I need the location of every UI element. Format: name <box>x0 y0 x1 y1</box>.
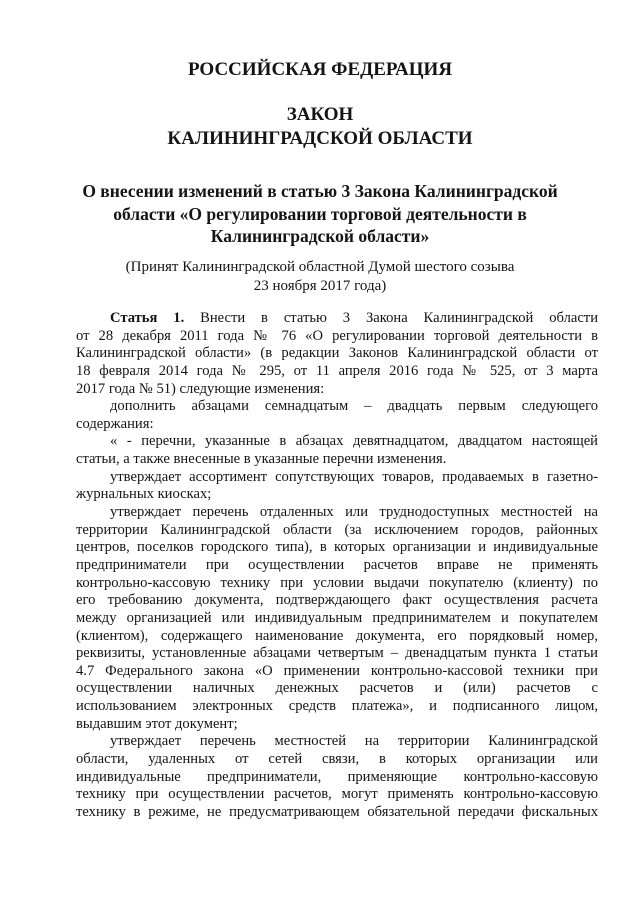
article-line: между организацией или индивидуальным предпринимателем и покупателем <box>76 609 598 626</box>
article-line: его требованию документа, подтверждающего факт осуществления расчета <box>76 592 598 609</box>
article-line: центров, поселков городского типа), в которых организации и индивидуальные <box>76 539 598 556</box>
article-line: Статья 1. Внести в статью 3 Закона Калининградской области <box>110 310 598 326</box>
subject-line-3: Калининградской области» <box>210 226 430 246</box>
adoption-note <box>0 258 640 295</box>
article-line: территории Калининградской области (за исключением городов, районных <box>76 521 598 538</box>
article-line: осуществлении наличных денежных расчетов и (или) расчетов с <box>76 680 598 697</box>
article-line: области, удаленных от сетей связи, в которых организации или <box>76 751 598 768</box>
article-line: журнальных киосках; <box>76 486 212 503</box>
article-line: контрольно-кассовую технику при условии выдачи покупателю (клиенту) по <box>76 574 598 591</box>
adoption-line-2: 23 ноября 2017 года) <box>253 277 387 294</box>
article-line: реквизиты, установленные абзацами четвертым – двенадцатым пункта 1 статьи <box>76 645 598 662</box>
article-line: технику в режиме, не предусматривающем обязательной передачи фискальных <box>76 803 598 820</box>
article-line: использованием электронных средств платежа», и подписанного лицом, <box>76 698 598 715</box>
law-title-line-2: КАЛИНИНГРАДСКОЙ ОБЛАСТИ <box>167 128 473 149</box>
adoption-line-1: (Принят Калининградской областной Думой шестого созыва <box>125 259 515 275</box>
article-line: предприниматели при осуществлении расчетов вправе не применять <box>76 556 598 573</box>
article-line: статьи, а также внесенные в указанные перечни изменения. <box>76 451 447 468</box>
article-body <box>76 310 598 822</box>
article-line: от 28 декабря 2011 года № 76 «О регулировании торговой деятельности в <box>76 327 598 344</box>
country-heading: РОССИЙСКАЯ ФЕДЕРАЦИЯ <box>187 59 453 80</box>
article-line: содержания: <box>76 415 154 432</box>
article-line: утверждает перечень отдаленных или труднодоступных местностей на <box>110 504 598 521</box>
article-label: Статья 1. <box>110 310 185 326</box>
subject-line-1: О внесении изменений в статью 3 Закона Калининградской <box>82 181 558 201</box>
article-line: утверждает ассортимент сопутствующих товаров, продаваемых в газетно- <box>110 468 598 485</box>
article-line: технику при осуществлении расчетов, могут применять контрольно-кассовую <box>76 786 598 803</box>
article-line: утверждает перечень местностей на территории Калининградской <box>110 733 598 750</box>
article-line: « - перечни, указанные в абзацах девятнадцатом, двадцатом настоящей <box>110 433 598 450</box>
law-subject-title <box>0 180 640 248</box>
article-line: Калининградской области» (в редакции Законов Калининградской области от <box>76 345 598 362</box>
article-line: 2017 года № 51) следующие изменения: <box>76 380 325 397</box>
subject-line-2: области «О регулировании торговой деятельности в <box>113 203 527 224</box>
article-line: 18 февраля 2014 года № 295, от 11 апреля 2016 года № 525, от 3 марта <box>76 362 598 379</box>
article-line: дополнить абзацами семнадцатым – двадцать первым следующего <box>110 398 598 415</box>
law-title-line-1: ЗАКОН <box>286 104 354 125</box>
article-line: 4.7 Федерального закона «О применении контрольно-кассовой техники при <box>76 662 598 679</box>
law-title <box>0 103 640 151</box>
article-line: (клиентом), содержащего наименование документа, его порядковый номер, <box>76 627 598 644</box>
article-line: индивидуальные предприниматели, применяющие контрольно-кассовую <box>76 768 598 785</box>
article-line: выдавшим этот документ; <box>76 715 238 732</box>
